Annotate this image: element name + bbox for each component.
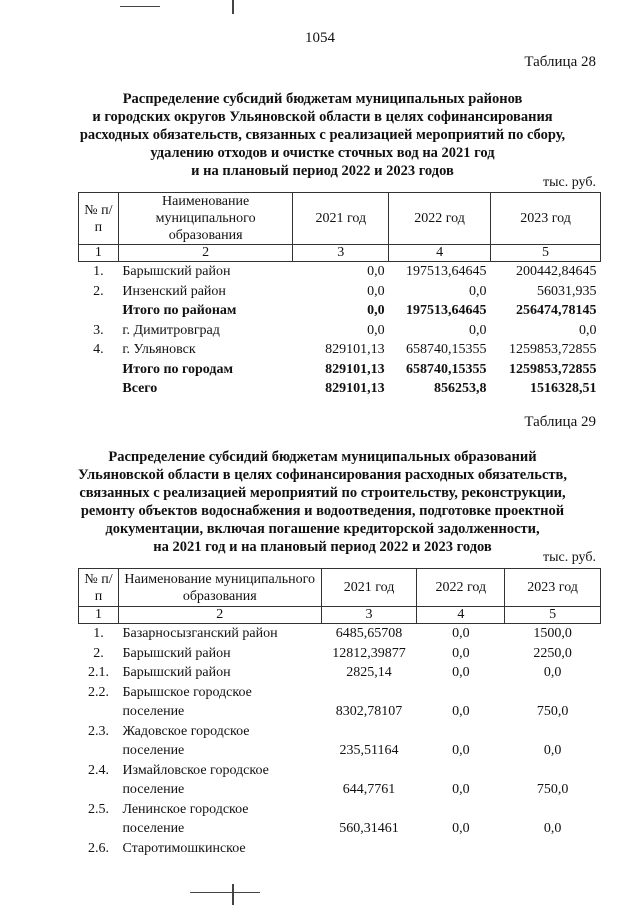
row-name-line2: поселение (122, 743, 185, 758)
table28-colnum: 4 (389, 245, 491, 262)
row-number: 2.5. (87, 801, 109, 817)
row-name (118, 644, 321, 664)
row-name (118, 624, 321, 644)
row-2023: 750,0 (536, 782, 569, 797)
row-number: 1. (93, 264, 104, 279)
table29-header-2022: 2022 год (417, 569, 505, 607)
table-row-subtotal (79, 301, 601, 321)
row-2021: 829101,13 (325, 381, 385, 396)
table-row (79, 722, 601, 761)
table28-title-line: и на плановый период 2022 и 2023 годов (191, 163, 454, 179)
row-2023: 1259853,72855 (509, 361, 597, 377)
row-name: г. Димитровград (122, 322, 220, 338)
scan-mark-bottom (232, 884, 234, 905)
row-2021: 2825,14 (346, 665, 392, 680)
row-number: 2.3. (87, 723, 109, 739)
row-2022: 658740,15355 (406, 342, 487, 357)
row-2021: 829101,13 (325, 361, 385, 377)
row-name-line2: поселение (122, 704, 185, 719)
row-number: 2.6. (87, 840, 109, 856)
table28-header-name: Наименование муниципального образования (118, 193, 293, 245)
table28-unit: тыс. руб. (543, 175, 596, 190)
row-2021: 0,0 (367, 303, 385, 318)
table28-header-2023: 2023 год (491, 193, 601, 245)
table29-label: Таблица 29 (524, 414, 596, 430)
table-row (79, 321, 601, 341)
table-row (79, 282, 601, 302)
row-2021: 8302,78107 (335, 704, 403, 719)
table-row (79, 624, 601, 644)
scan-mark-top (232, 0, 234, 14)
row-name (118, 663, 321, 683)
table28-header-2021: 2021 год (293, 193, 389, 245)
row-2022: 658740,15355 (406, 361, 487, 377)
row-name-line1: Базарносызганский район (122, 626, 278, 641)
table29-header-2023: 2023 год (505, 569, 601, 607)
row-name: Барышский район (122, 264, 231, 279)
table29-title-line: на 2021 год и на плановый период 2022 и 2023 годов (153, 539, 492, 555)
page-number: 1054 (305, 30, 335, 46)
row-2022: 0,0 (452, 645, 470, 661)
table29-title-line: Ульяновской области в целях софинансирования расходных обязательств, (78, 467, 567, 483)
table28-title-line: Распределение субсидий бюджетам муниципальных районов (122, 91, 523, 107)
row-number: 3. (93, 322, 104, 338)
table29-title-line: документации, включая погашение кредиторской задолженности, (105, 521, 540, 537)
table29-colnum: 1 (79, 607, 119, 624)
row-name (118, 683, 321, 722)
row-name-line2: поселение (122, 821, 185, 836)
row-number: 4. (93, 342, 104, 357)
row-number: 2. (93, 283, 104, 299)
row-2022: 0,0 (452, 821, 470, 836)
row-2023: 56031,935 (537, 283, 597, 299)
table29-colnum: 4 (417, 607, 505, 624)
row-2023: 2250,0 (533, 645, 572, 661)
table-row (79, 800, 601, 839)
table28-title-line: удалению отходов и очистке сточных вод на 2021 год (150, 145, 495, 161)
row-name-line1: Барышский район (122, 645, 231, 661)
row-2022: 856253,8 (434, 381, 487, 396)
row-2021: 0,0 (367, 264, 385, 279)
table-row (79, 340, 601, 360)
row-2021: 12812,39877 (332, 645, 406, 661)
row-2022: 0,0 (452, 704, 470, 719)
scan-mark-bottom-line (190, 892, 260, 893)
row-2023: 0,0 (543, 821, 562, 836)
row-2022: 0,0 (452, 626, 470, 641)
row-name-line1: Старотимошкинское (122, 840, 246, 856)
row-2023: 0,0 (543, 665, 562, 680)
row-name: Итого по городам (122, 361, 234, 377)
row-name (118, 761, 321, 800)
table-row (79, 644, 601, 664)
table28-title (40, 90, 605, 180)
row-name (118, 839, 321, 859)
table29-header-num: № п/п (79, 569, 119, 607)
row-number: 2.2. (87, 684, 109, 700)
row-2021: 0,0 (367, 322, 385, 338)
row-name: Инзенский район (122, 283, 226, 299)
row-2022: 0,0 (452, 743, 470, 758)
table29 (78, 568, 601, 858)
table-row (79, 262, 601, 282)
row-number: 2. (93, 645, 104, 661)
row-2022: 197513,64645 (406, 264, 487, 279)
table-row (79, 683, 601, 722)
row-2023: 200442,84645 (516, 264, 597, 279)
table28-title-line: расходных обязательств, связанных с реализацией мероприятий по сбору, (79, 127, 566, 143)
row-2023: 1500,0 (533, 626, 572, 641)
row-name-line1: Барышский район (122, 665, 231, 680)
row-number (79, 301, 119, 321)
table-row-total (79, 379, 601, 399)
row-number (79, 360, 119, 380)
table-row (79, 761, 601, 800)
table29-title-line: Распределение субсидий бюджетам муниципальных образований (108, 449, 537, 465)
row-name (118, 800, 321, 839)
table28-colnum: 5 (491, 245, 601, 262)
row-2021: 829101,13 (325, 342, 385, 357)
row-number: 1. (93, 626, 104, 641)
row-number: 2.4. (87, 762, 109, 778)
table29-title (40, 448, 605, 556)
table29-title-line: ремонту объектов водоснабжения и водоотведения, подготовке проектной (80, 503, 565, 519)
row-2023: 256474,78145 (516, 303, 597, 318)
row-name: г. Ульяновск (122, 342, 196, 357)
row-2022: 0,0 (452, 665, 470, 680)
row-2021: 560,31461 (339, 821, 399, 836)
table28-title-line: и городских округов Ульяновской области в целях софинансирования (92, 109, 553, 125)
row-number: 2.1. (87, 665, 109, 680)
table29-colnum: 3 (321, 607, 417, 624)
row-2021: 644,7761 (342, 782, 396, 797)
row-name: Всего (122, 381, 158, 396)
row-2022: 197513,64645 (406, 303, 487, 318)
table28-header-2022: 2022 год (389, 193, 491, 245)
row-2021 (321, 839, 417, 859)
table28-header-num: № п/п (79, 193, 119, 245)
table28-colnum: 3 (293, 245, 389, 262)
row-name-line1: Измайловское городское (122, 762, 269, 778)
row-2022: 0,0 (469, 322, 487, 338)
table29-unit: тыс. руб. (543, 550, 596, 565)
row-name (118, 722, 321, 761)
row-2023 (505, 839, 601, 859)
row-2023: 1516328,51 (530, 381, 597, 396)
table29-header-name: Наименование муниципального образования (118, 569, 321, 607)
table-row (79, 663, 601, 683)
table28-colnum: 1 (79, 245, 119, 262)
row-2023: 750,0 (536, 704, 569, 719)
row-name-line1: Жадовское городское (122, 723, 250, 739)
row-2022: 0,0 (469, 283, 487, 299)
table29-colnum: 5 (505, 607, 601, 624)
scan-mark-top-left (120, 6, 160, 7)
row-name-line1: Барышское городское (122, 684, 252, 700)
table-row-subtotal (79, 360, 601, 380)
table29-title-line: связанных с реализацией мероприятий по строительству, реконструкции, (79, 485, 566, 501)
table-row (79, 839, 601, 859)
row-2021: 6485,65708 (335, 626, 403, 641)
row-2023: 0,0 (579, 322, 597, 338)
row-2022: 0,0 (452, 782, 470, 797)
table28-colnum: 2 (118, 245, 293, 262)
table29-colnum: 2 (118, 607, 321, 624)
row-name-line2: поселение (122, 782, 185, 797)
table29-header-2021: 2021 год (321, 569, 417, 607)
row-2023: 1259853,72855 (509, 342, 597, 357)
row-name-line1: Ленинское городское (122, 801, 249, 817)
row-number (79, 379, 119, 399)
row-2021: 0,0 (367, 283, 385, 299)
row-name: Итого по районам (122, 303, 237, 318)
row-2022 (417, 839, 505, 859)
table28-label: Таблица 28 (524, 54, 596, 70)
table28 (78, 192, 601, 399)
row-2023: 0,0 (543, 743, 562, 758)
row-2021: 235,51164 (339, 743, 399, 758)
